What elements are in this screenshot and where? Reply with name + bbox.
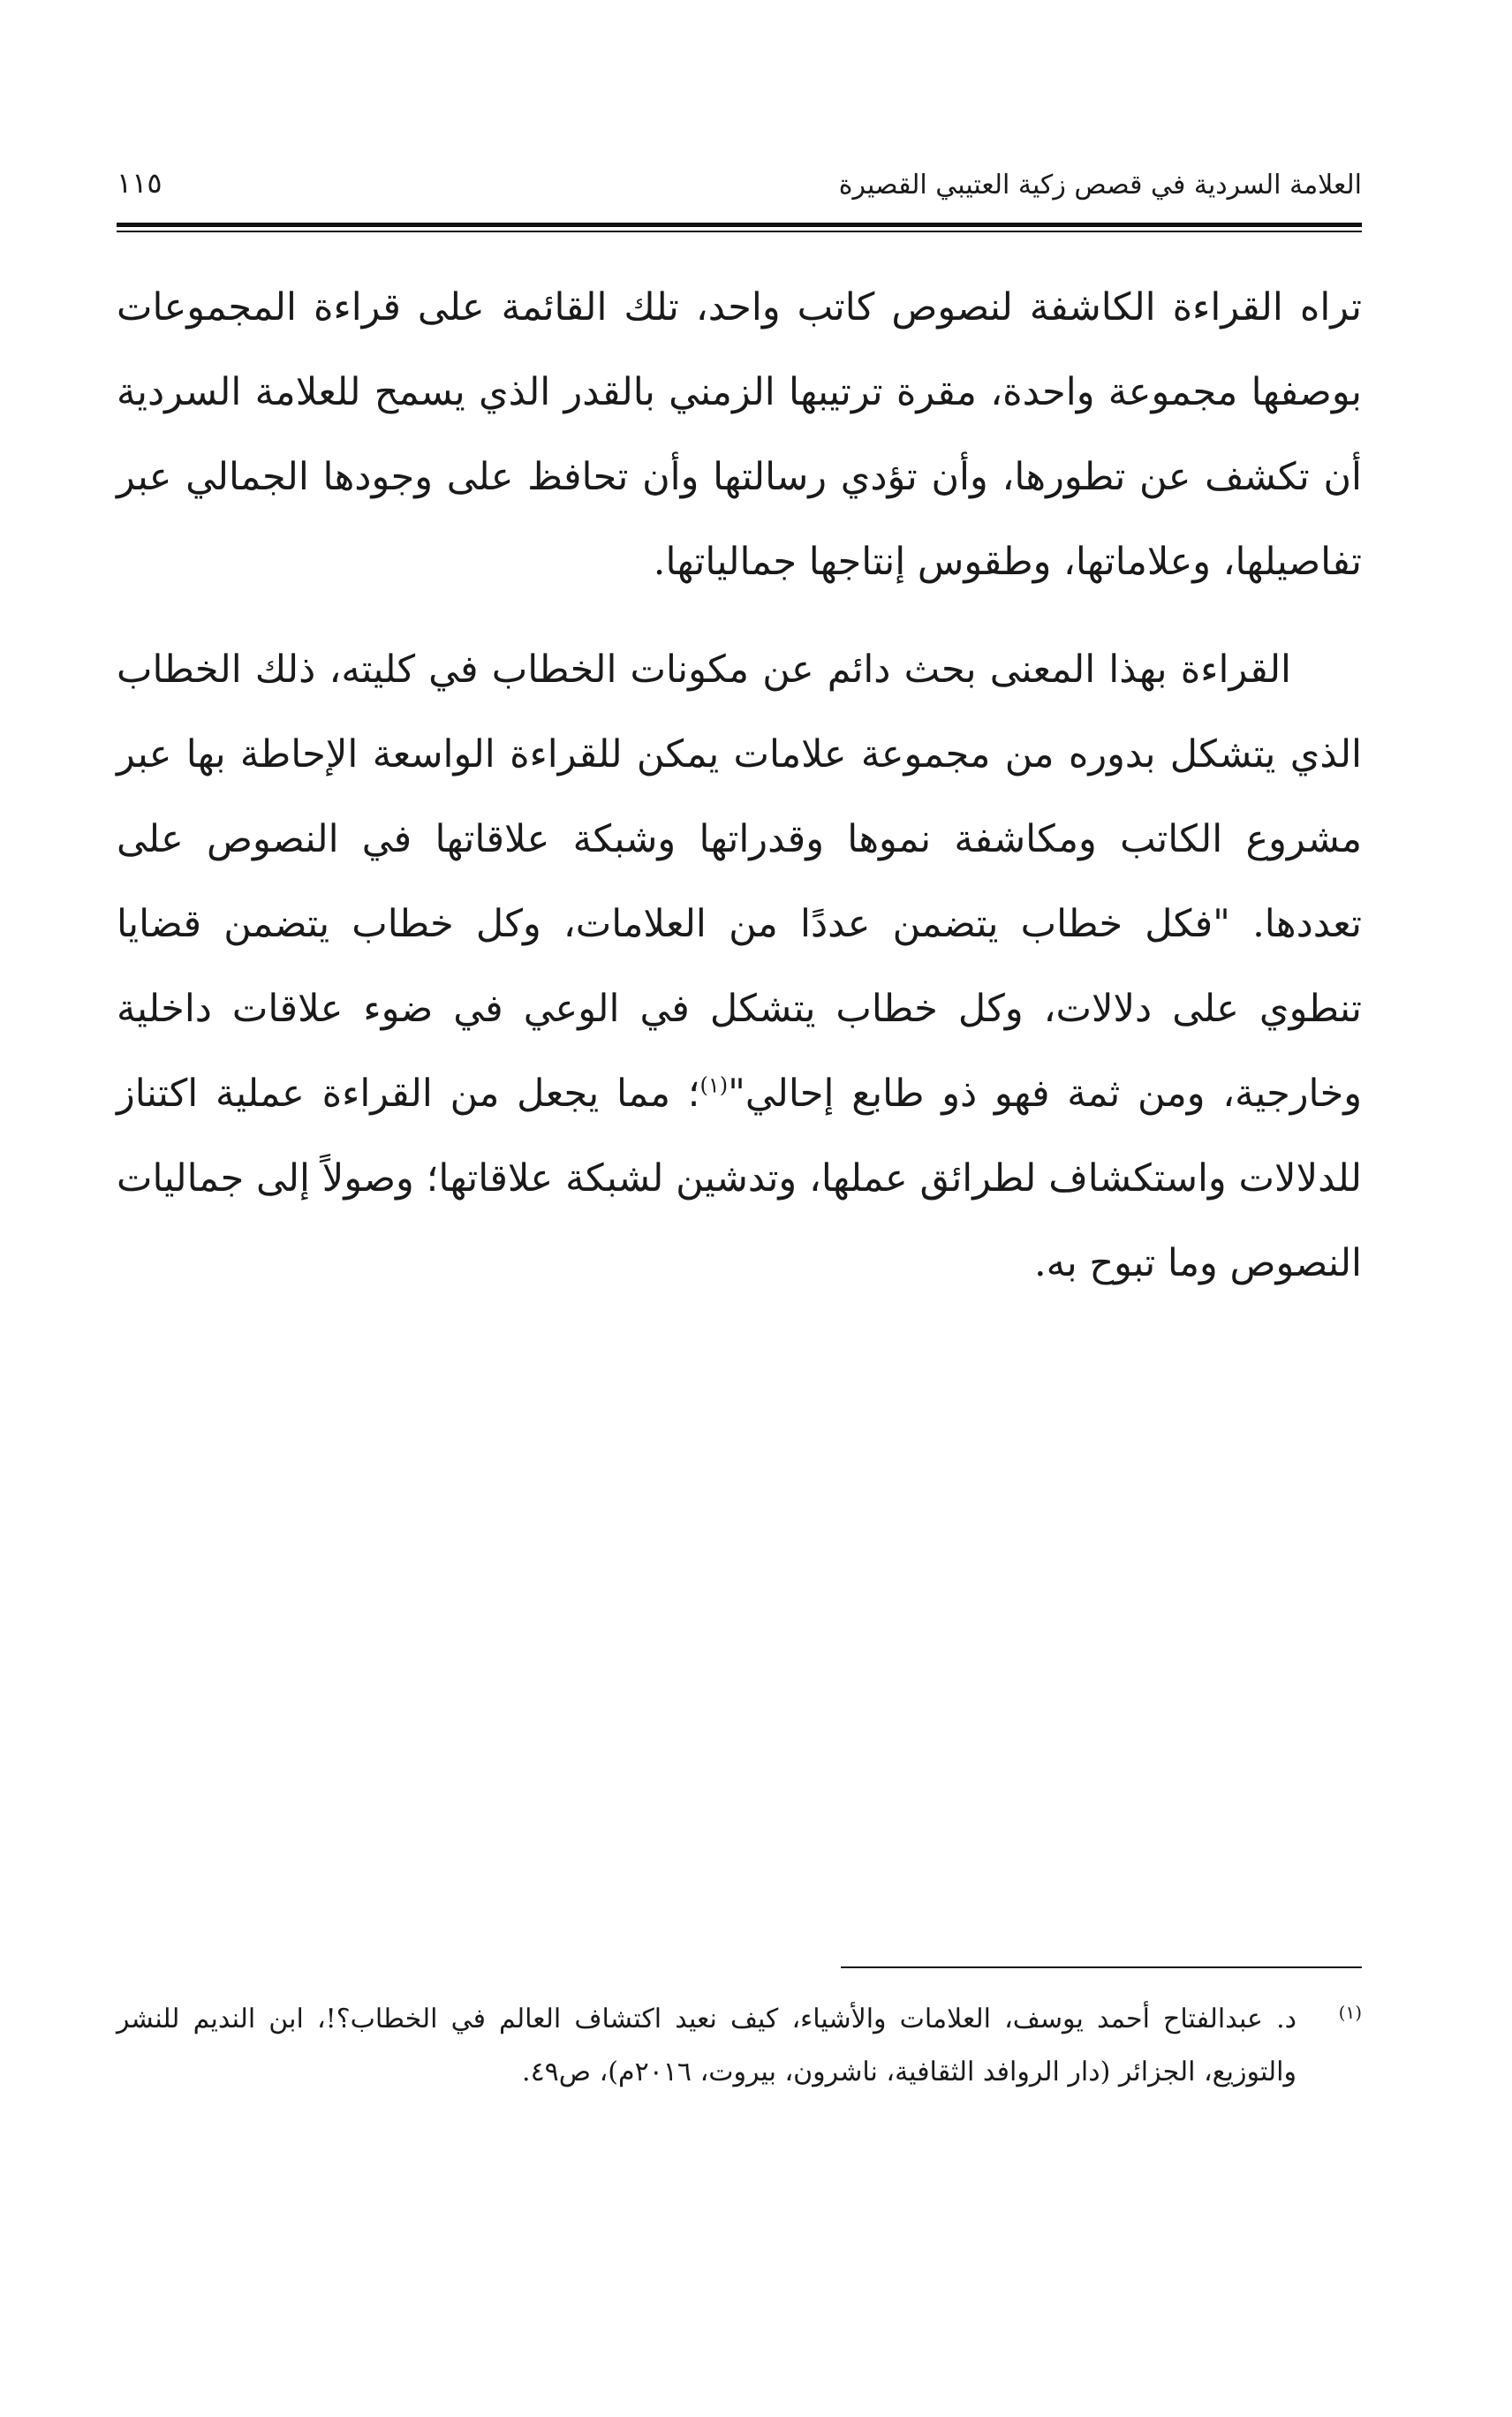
footnote (117, 1993, 1362, 2099)
header-rule-thin (117, 231, 1362, 232)
paragraph-2 (117, 627, 1362, 1306)
footnote-text: د. عبدالفتاح أحمد يوسف، العلامات والأشياء، كيف نعيد اكتشاف العالم في الخطاب؟!، ابن النديم للنشر والتوزيع، الجزائر (دار الروافد الثقافية، ناشرون، بيروت، ٢٠١٦م)، ص٤٩. (117, 2004, 1297, 2087)
paragraph-2-text: القراءة بهذا المعنى بحث دائم عن مكونات الخطاب في كليته، ذلك الخطاب الذي يتشكل بدوره من مجموعة علامات يمكن للقراءة الواسعة الإحاطة بها عبر مشروع الكاتب ومكاشفة نموها وقدراتها وشبكة علاقاتها في النصوص على تعددها. "فكل خطاب يتضمن عددًا من العلامات، وكل خطاب يتضمن قضايا تنطوي على دلالات، وكل خطاب يتشكل في الوعي في ضوء علاقات داخلية وخارجية، ومن ثمة فهو ذو طابع إحالي" (117, 648, 1363, 1116)
running-header-title: العلامة السردية في قصص زكية العتيبي القصيرة (838, 170, 1362, 201)
footnote-separator (841, 1966, 1362, 1968)
page-number: ١١٥ (117, 166, 163, 200)
paragraph-2-tail: ؛ مما يجعل من القراءة عملية اكتناز للدلالات واستكشاف لطرائق عملها، وتدشين لشبكة علاقاتها؛ وصولاً إلى جماليات النصوص وما تبوح به. (117, 1072, 1362, 1285)
header-rule-thick (117, 223, 1362, 227)
paragraph-1: تراه القراءة الكاشفة لنصوص كاتب واحد، تلك القائمة على قراءة المجموعات بوصفها مجموعة واحدة، مقرة ترتيبها الزمني بالقدر الذي يسمح للعلامة السردية أن تكشف عن تطورها، وأن تؤدي رسالتها وأن تحافظ على وجودها الجمالي عبر تفاصيلها، وعلاماتها، وطقوس إنتاجها جمالياتها. (117, 285, 1362, 584)
footnote-reference: (١) (699, 1072, 729, 1098)
running-header (117, 157, 1362, 219)
body-text (117, 265, 1362, 1306)
footnote-marker: (١) (1338, 2002, 1362, 2023)
